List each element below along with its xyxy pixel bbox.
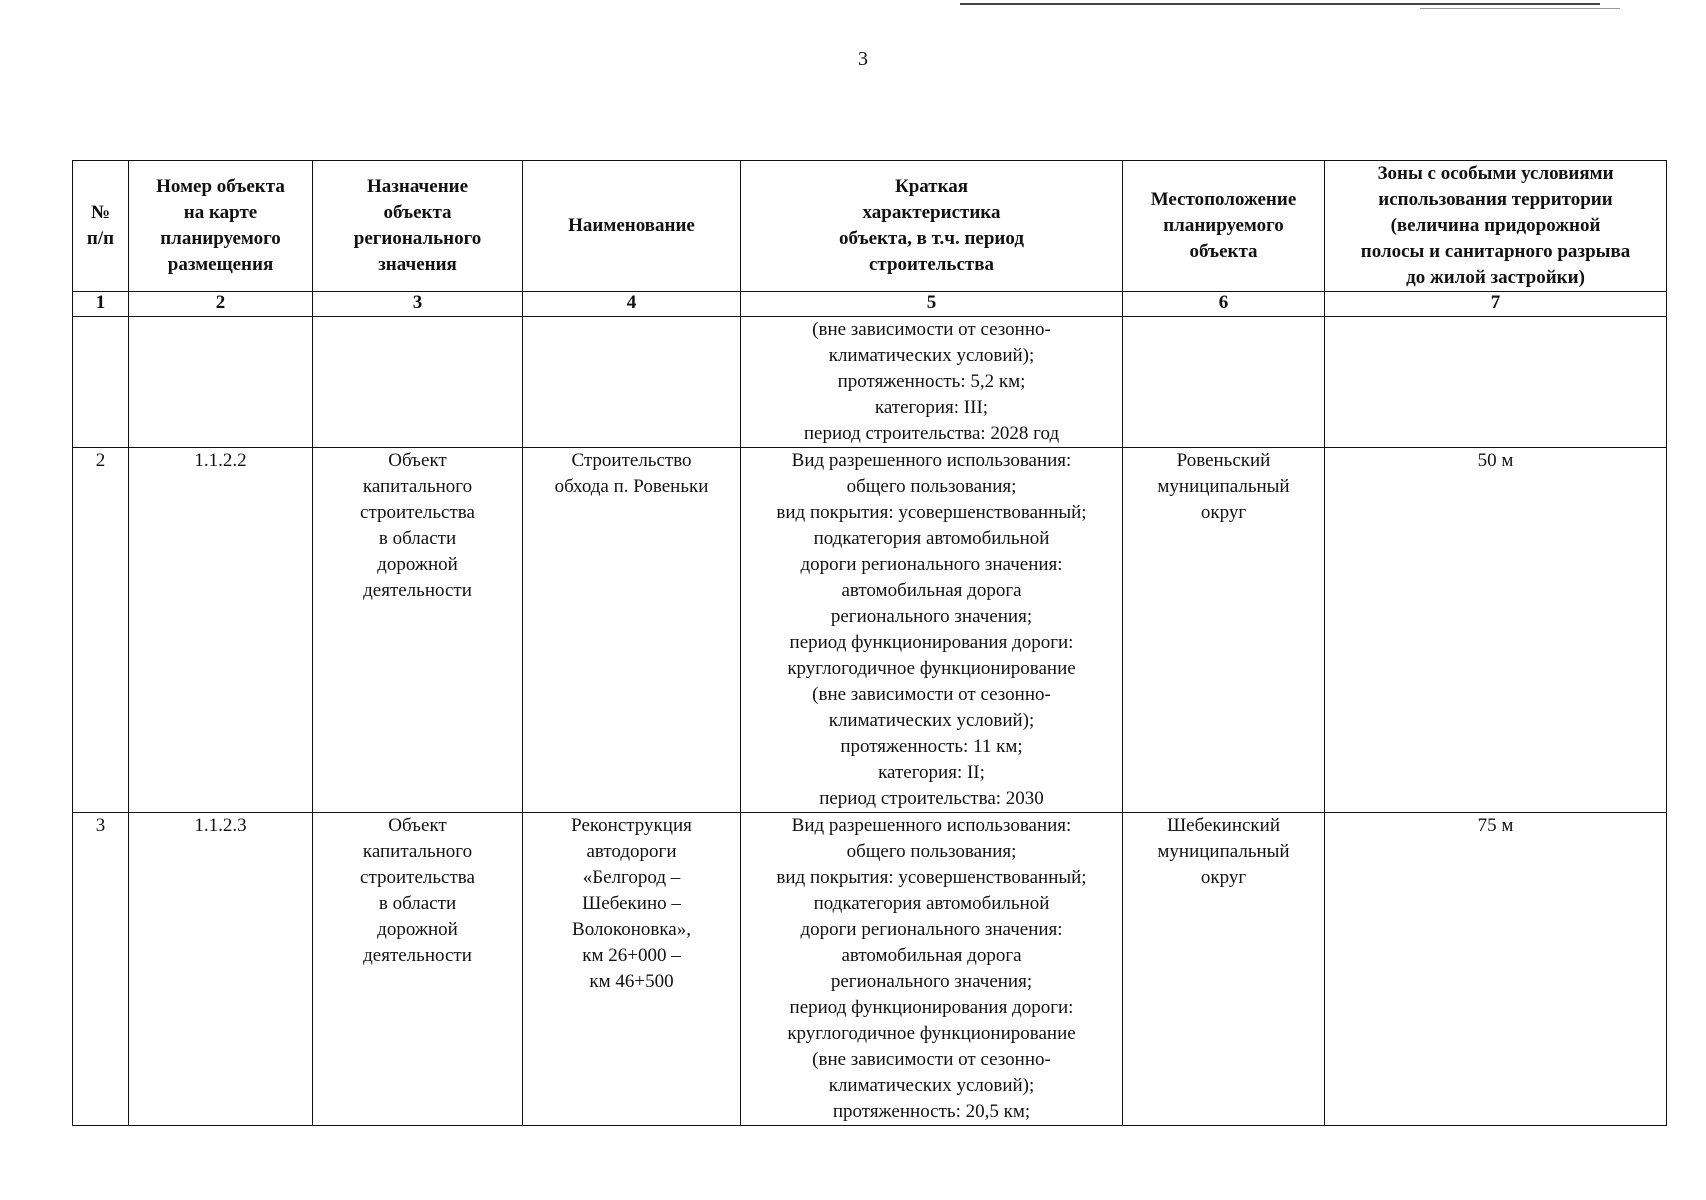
cell-purpose: Объект капитального строительства в области дорожной деятельности [313, 813, 523, 1126]
header-object-number: Номер объекта на карте планируемого размещения [129, 161, 313, 292]
column-number-row [73, 292, 1667, 317]
cell-zones [1325, 317, 1667, 448]
column-number: 7 [1325, 292, 1667, 317]
page-number: 3 [858, 48, 868, 70]
cell-location: Шебекинский муниципальный округ [1123, 813, 1325, 1126]
table-row [73, 813, 1667, 1126]
cell-characteristics: (вне зависимости от сезонно- климатических условий); протяженность: 5,2 км; категория: III; период строительства: 2028 год [741, 317, 1123, 448]
header-characteristics: Краткая характеристика объекта, в т.ч. период строительства [741, 161, 1123, 292]
column-number: 5 [741, 292, 1123, 317]
header-row-number: № п/п [73, 161, 129, 292]
column-number: 6 [1123, 292, 1325, 317]
column-number: 1 [73, 292, 129, 317]
table-header-row [73, 161, 1667, 292]
cell-object-number: 1.1.2.2 [129, 448, 313, 813]
cell-location: Ровеньский муниципальный округ [1123, 448, 1325, 813]
objects-table [72, 160, 1667, 1126]
scan-edge-line-secondary [1420, 8, 1620, 9]
table-row [73, 317, 1667, 448]
cell-row-number: 2 [73, 448, 129, 813]
header-zones: Зоны с особыми условиями использования территории (величина придорожной полосы и санитарного разрыва до жилой застройки) [1325, 161, 1667, 292]
cell-location [1123, 317, 1325, 448]
cell-zones: 75 м [1325, 813, 1667, 1126]
cell-purpose: Объект капитального строительства в области дорожной деятельности [313, 448, 523, 813]
cell-characteristics: Вид разрешенного использования: общего пользования; вид покрытия: усовершенствованный; подкатегория автомобильной дороги регионального значения: автомобильная дорога регионального значения; период функционирования дороги: круглогодичное функционирование (вне зависимости от сезонно- климатических условий); протяженность: 11 км; категория: II; период строительства: 2030 [741, 448, 1123, 813]
cell-object-number [129, 317, 313, 448]
column-number: 3 [313, 292, 523, 317]
cell-name [523, 317, 741, 448]
cell-row-number [73, 317, 129, 448]
cell-name: Строительство обхода п. Ровеньки [523, 448, 741, 813]
header-name: Наименование [523, 161, 741, 292]
column-number: 4 [523, 292, 741, 317]
cell-zones: 50 м [1325, 448, 1667, 813]
cell-row-number: 3 [73, 813, 129, 1126]
table-row [73, 448, 1667, 813]
scan-edge-line [960, 3, 1600, 5]
header-location: Местоположение планируемого объекта [1123, 161, 1325, 292]
column-number: 2 [129, 292, 313, 317]
cell-name: Реконструкция автодороги «Белгород – Шебекино – Волоконовка», км 26+000 – км 46+500 [523, 813, 741, 1126]
cell-object-number: 1.1.2.3 [129, 813, 313, 1126]
header-object-purpose: Назначение объекта регионального значения [313, 161, 523, 292]
cell-purpose [313, 317, 523, 448]
cell-characteristics: Вид разрешенного использования: общего пользования; вид покрытия: усовершенствованный; подкатегория автомобильной дороги регионального значения: автомобильная дорога регионального значения; период функционирования дороги: круглогодичное функционирование (вне зависимости от сезонно- климатических условий); протяженность: 20,5 км; [741, 813, 1123, 1126]
